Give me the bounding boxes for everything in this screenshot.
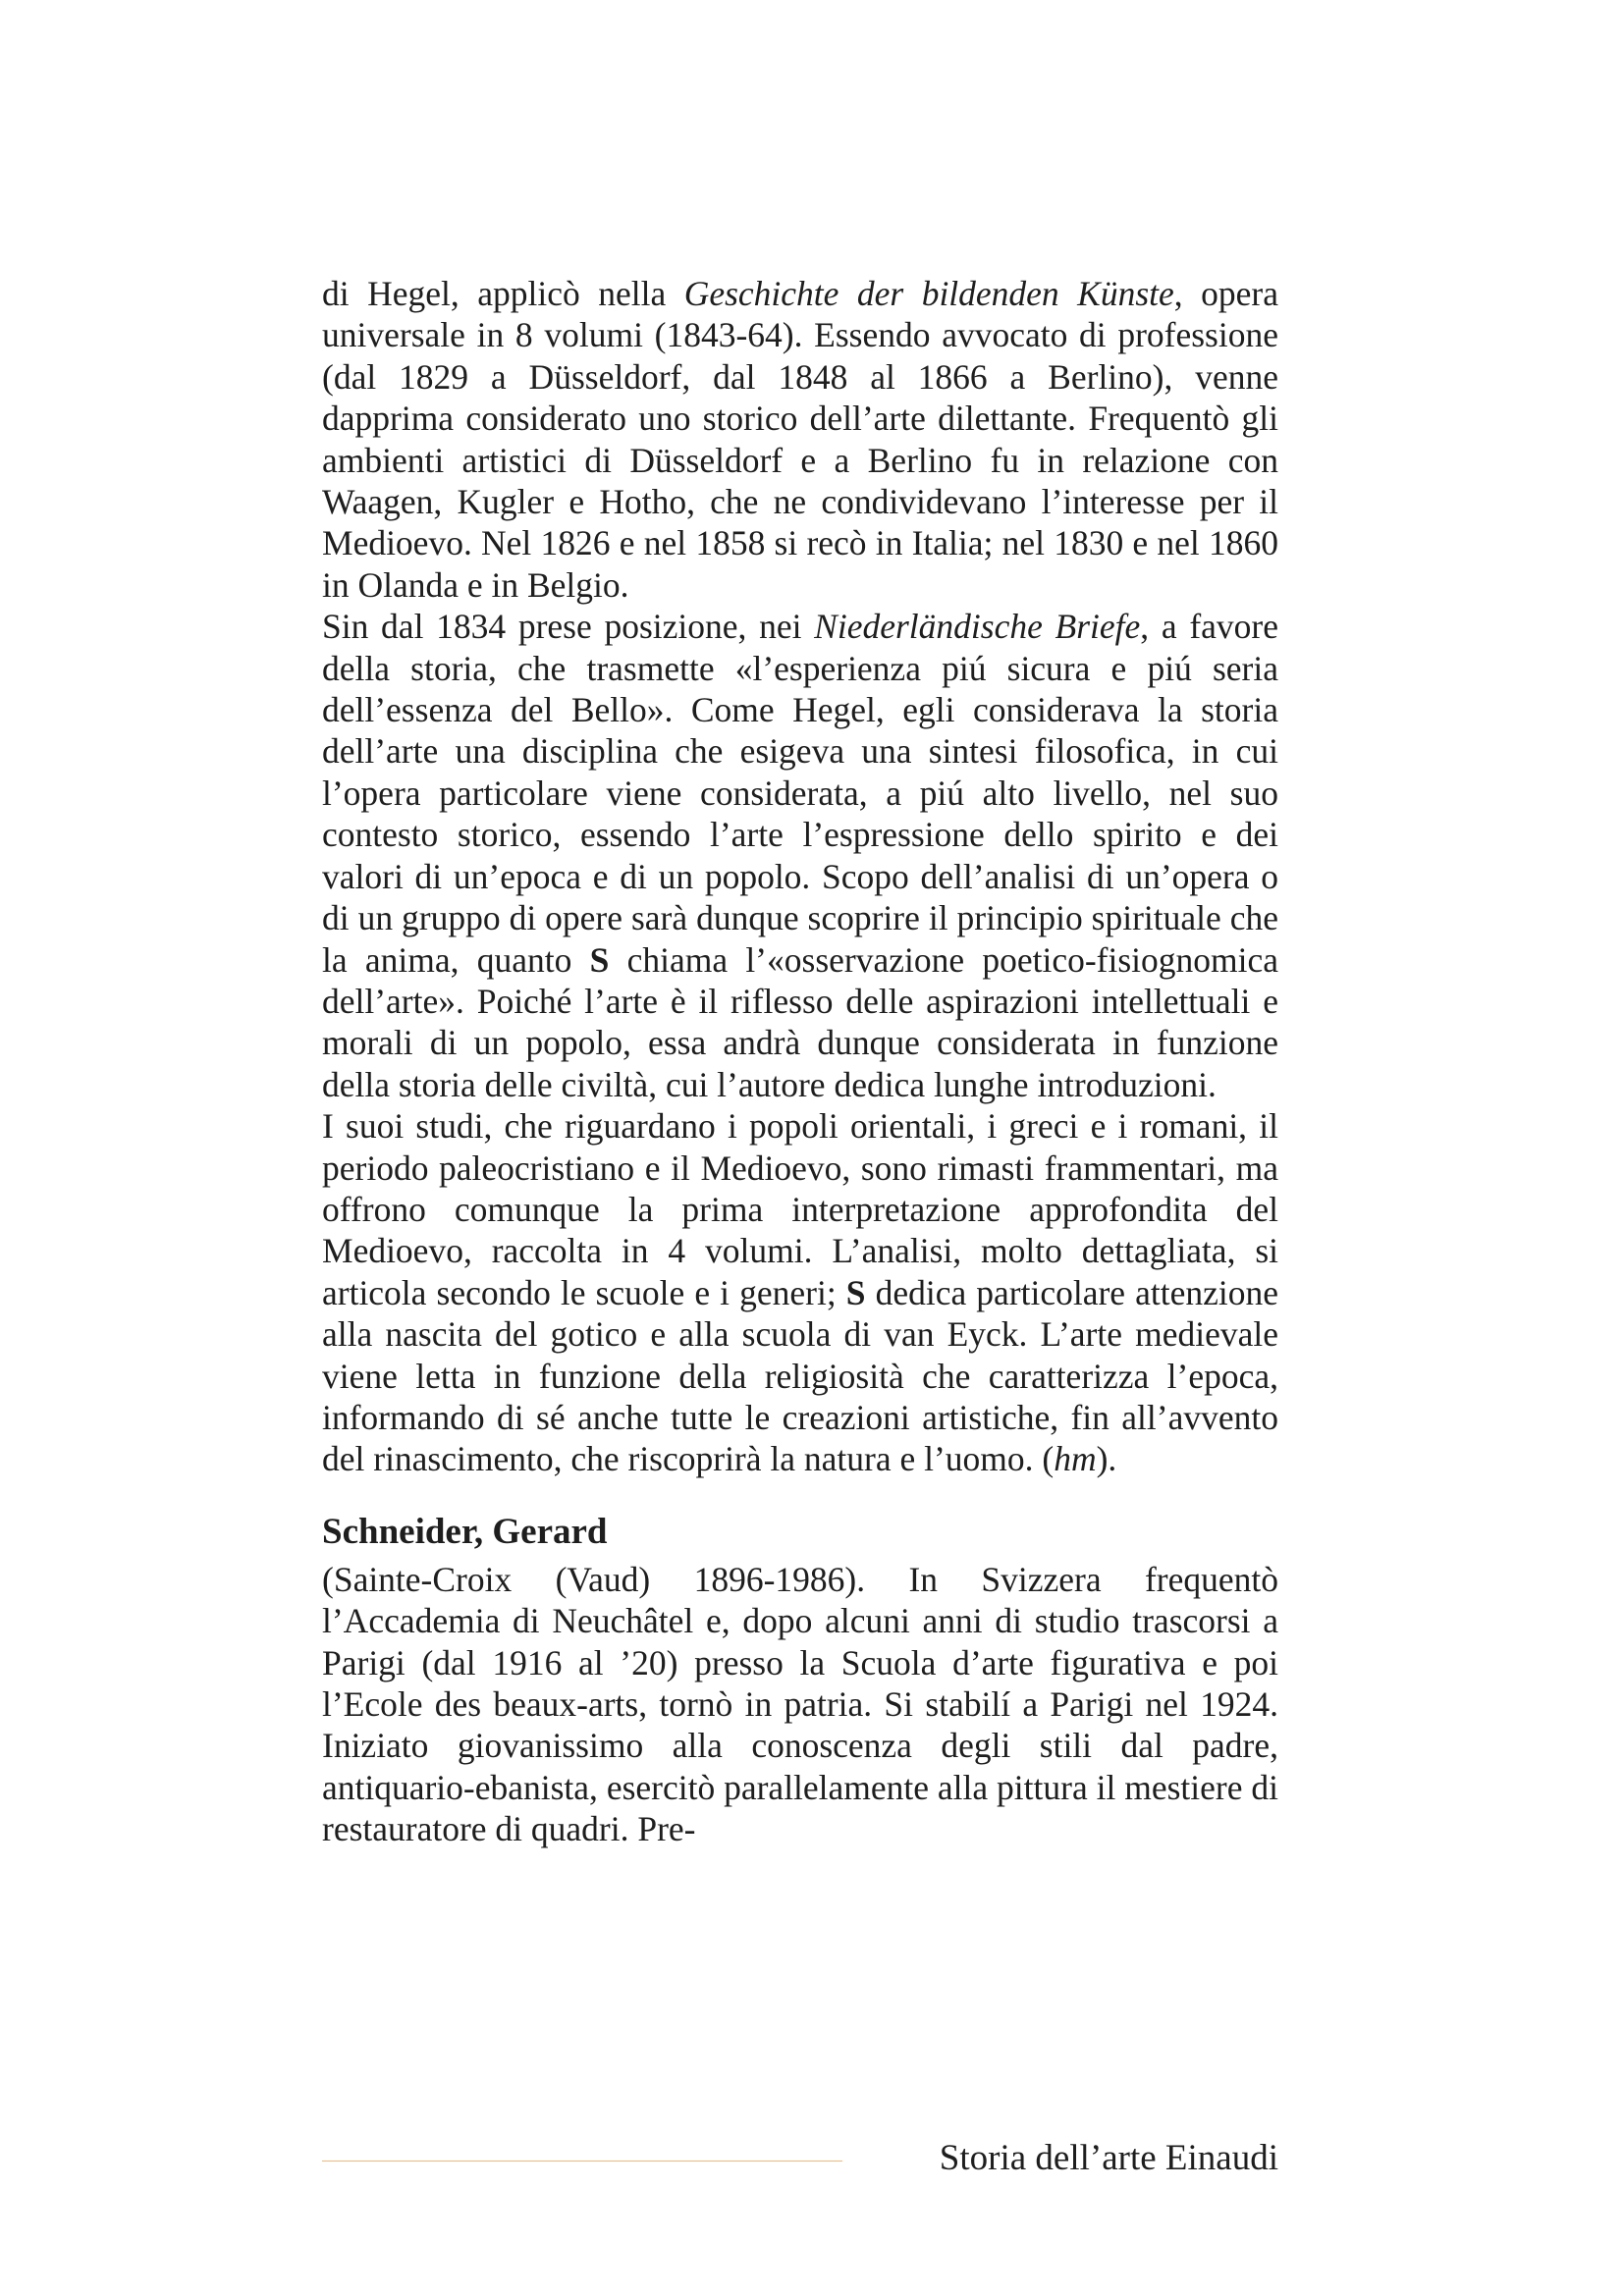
entry-heading: Schneider, Gerard xyxy=(322,1511,608,1552)
text-run: Sin dal 1834 prese posizione, nei xyxy=(322,607,815,647)
footer-title: Storia dell’arte Einaudi xyxy=(939,2138,1278,2178)
text-run: di Hegel, applicò nella xyxy=(322,274,684,313)
italic-run: hm xyxy=(1054,1439,1097,1479)
text-column xyxy=(322,273,1278,1850)
italic-run: Niederländische Briefe xyxy=(814,607,1141,647)
body-paragraph xyxy=(322,273,1278,606)
text-run: I suoi studi, che riguardano i popoli orientali, i greci e i romani, il periodo paleocristiano e il Medioevo, sono rimasti frammentari, ma offrono comunque la prima interpretazione approfondita del Medioevo, raccolta in 4 volumi. L’analisi, molto dettagliata, si articola secondo le scuole e i generi; xyxy=(322,1106,1278,1312)
footer-rule xyxy=(322,2161,842,2162)
text-run: dedica particolare attenzione alla nascita del gotico e alla scuola di van Eyck. L’arte medievale viene letta in funzione della religiosità che caratterizza l’epoca, informando di sé anche tutte le creazioni artistiche, fin all’avvento del rinascimento, che riscoprirà la natura e l’uomo. ( xyxy=(322,1272,1278,1479)
bold-run: S xyxy=(589,939,610,980)
entry-continued xyxy=(322,273,1278,1480)
text-run: , opera universale in 8 volumi (1843-64). Essendo avvocato di professione (dal 1829 a Düsseldorf, dal 1848 al 1866 a Berlino), venne dapprima considerato uno storico dell’arte dilettante. Frequentò gli ambienti artistici di Düsseldorf e a Berlino fu in relazione con Waagen, Kugler e Hotho, che ne condividevano l’interesse per il Medioevo. Nel 1826 e nel 1858 si recò in Italia; nel 1830 e nel 1860 in Olanda e in Belgio. xyxy=(322,274,1278,605)
text-run: , a favore della storia, che trasmette «l’esperienza piú sicura e piú seria dell’essenza del Bello». Come Hegel, egli considerava la storia dell’arte una disciplina che esigeva una sintesi filosofica, in cui l’opera particolare viene considerata, a piú alto livello, nel suo contesto storico, essendo l’arte l’espressione dello spirito e dei valori di un’epoca e di un popolo. Scopo dell’analisi di un’opera o di un gruppo di opere sarà dunque scoprire il principio spirituale che la anima, quanto xyxy=(322,607,1278,980)
entry-body: (Sainte-Croix (Vaud) 1896-1986). In Svizzera frequentò l’Accademia di Neuchâtel e, dopo alcuni anni di studio trascorsi a Parigi (dal 1916 al ’20) presso la Scuola d’arte figurativa e poi l’Ecole des beaux-arts, tornò in patria. Si stabilí a Parigi nel 1924. Iniziato giovanissimo alla conoscenza degli stili dal padre, antiquario-ebanista, esercitò parallelamente alla pittura il mestiere di restauratore di quadri. Pre- xyxy=(322,1559,1278,1849)
body-paragraph xyxy=(322,606,1278,1105)
text-run: ). xyxy=(1096,1439,1117,1479)
text-run: chiama l’«osservazione poetico-fisiognomica dell’arte». Poiché l’arte è il riflesso delle aspirazioni intellettuali e morali di un popolo, essa andrà dunque considerata in funzione della storia delle civiltà, cui l’autore dedica lunghe introduzioni. xyxy=(322,939,1279,1104)
bold-run: S xyxy=(845,1272,866,1312)
body-paragraph xyxy=(322,1105,1278,1480)
italic-run: Geschichte der bildenden Künste xyxy=(683,274,1174,313)
